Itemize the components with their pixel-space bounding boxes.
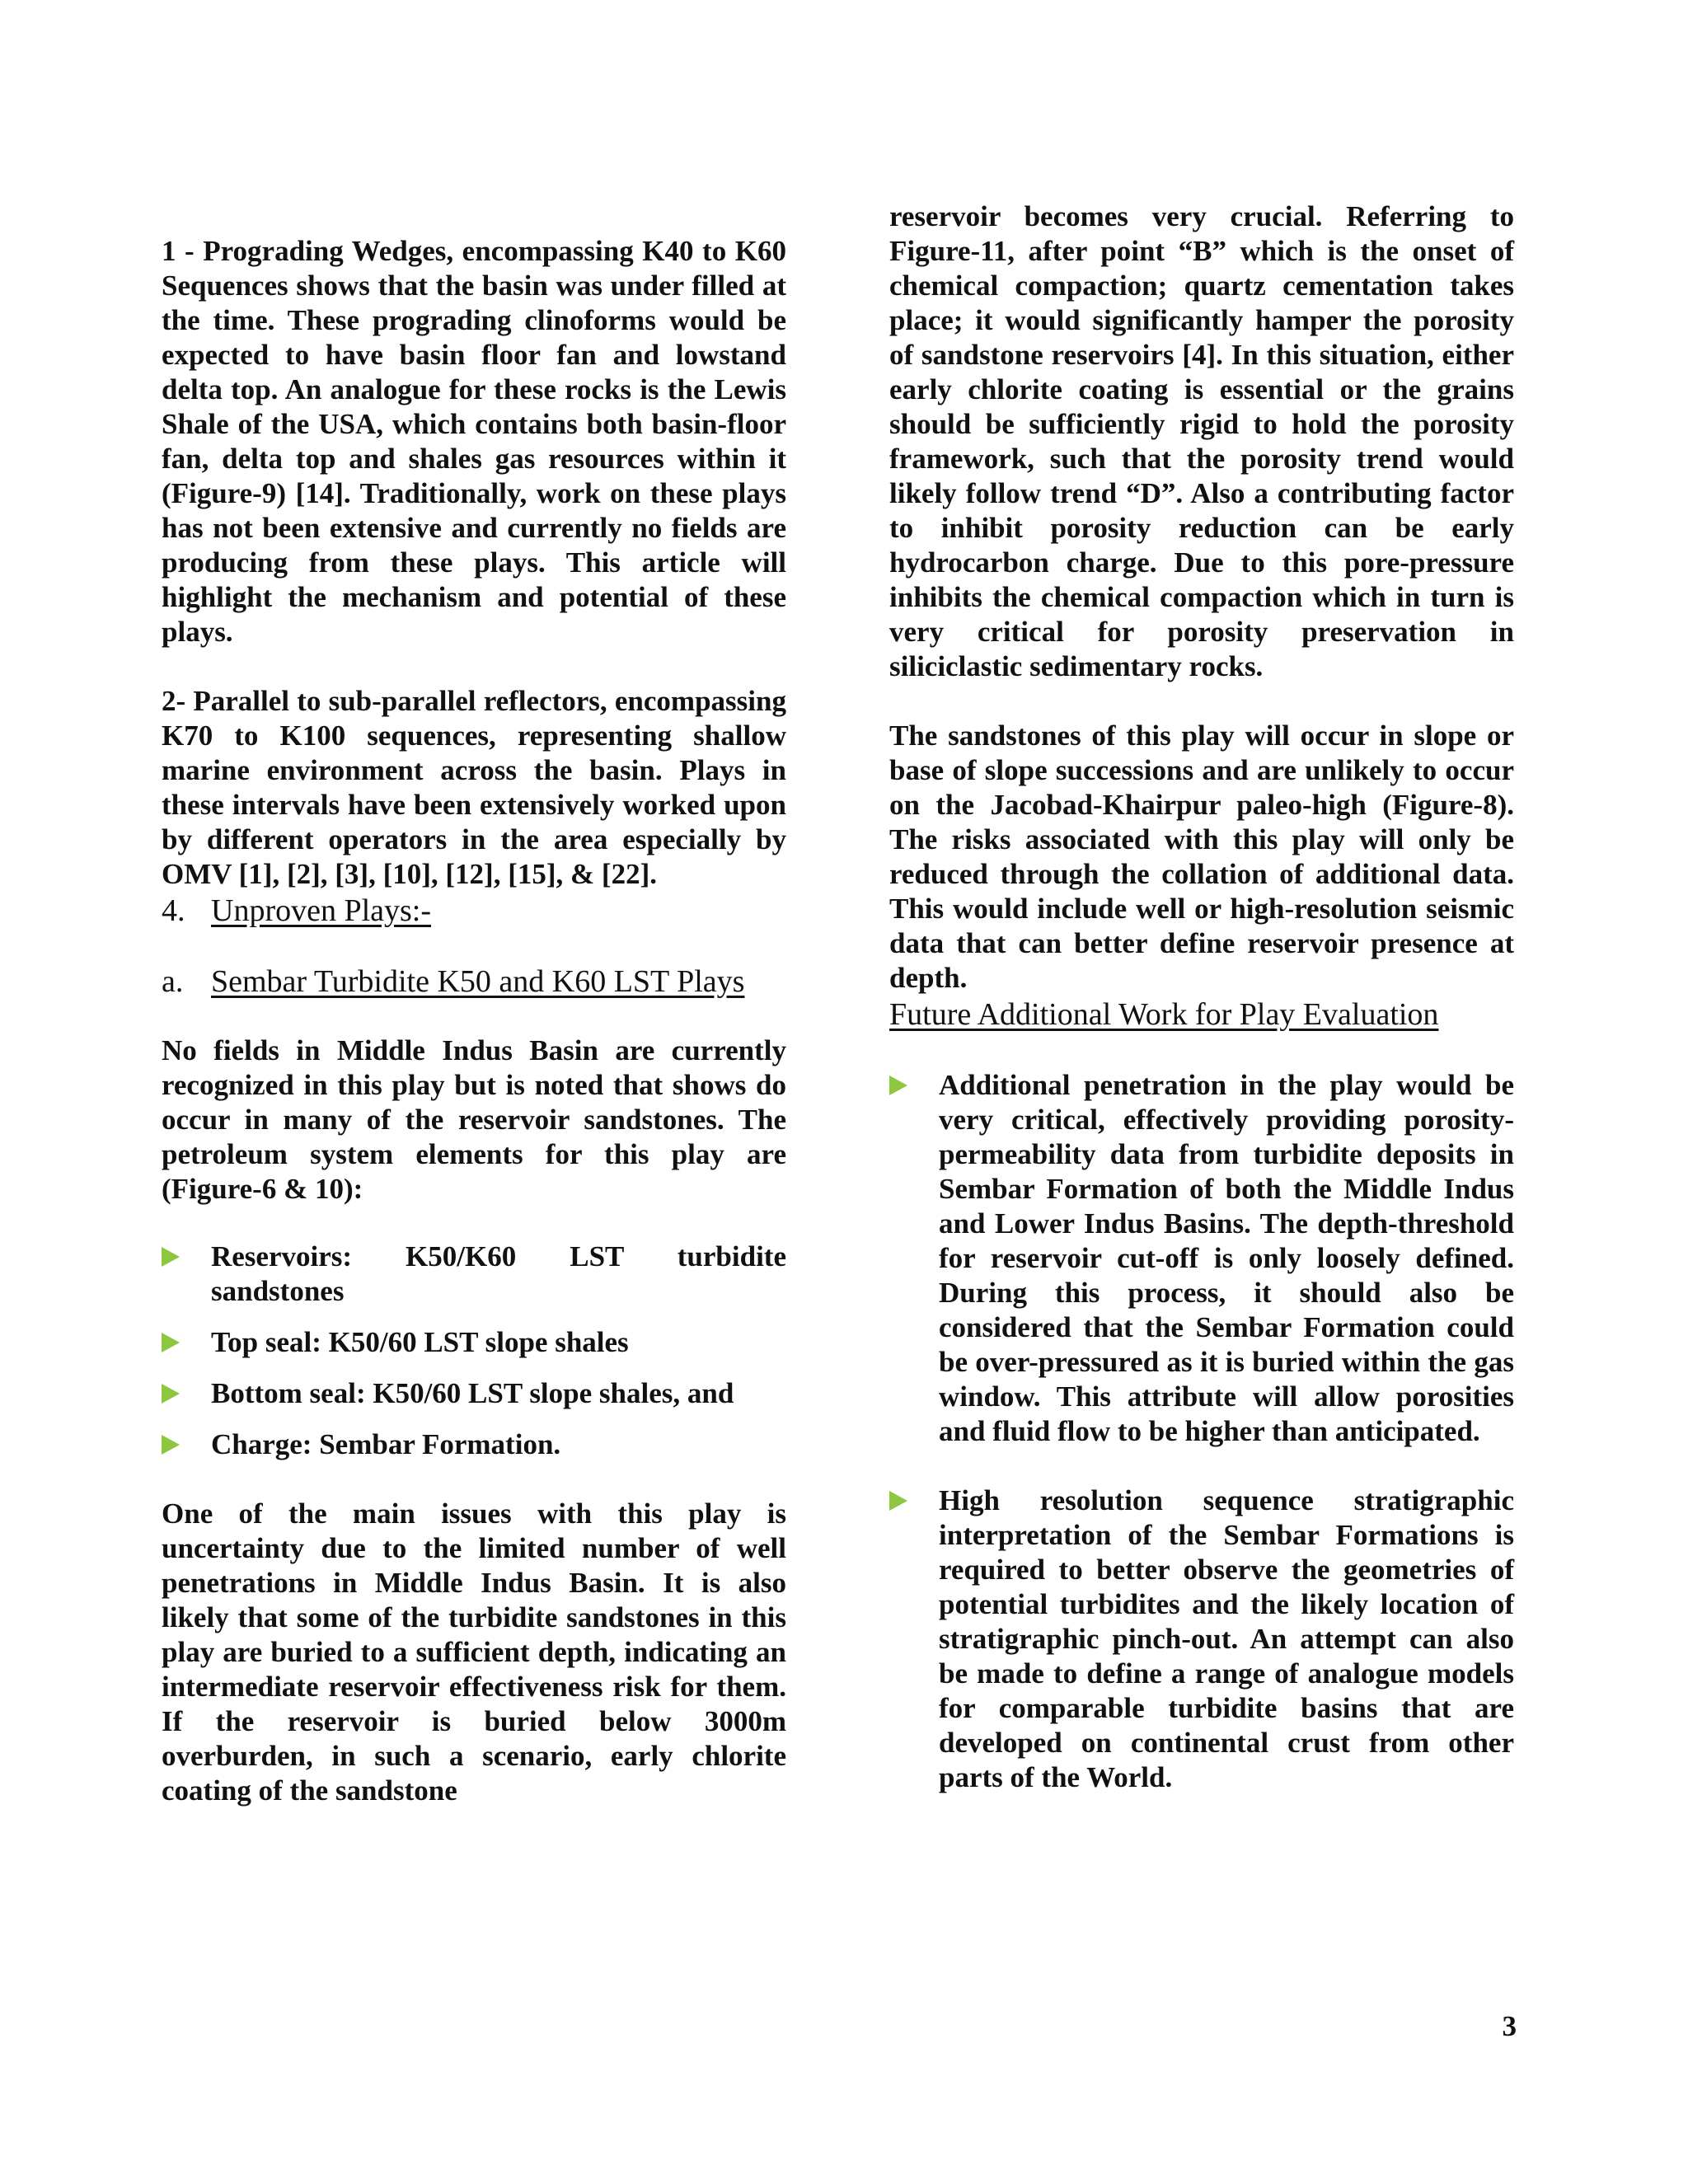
subsection-title: Sembar Turbidite K50 and K60 LST Plays: [211, 964, 745, 999]
paragraph-prograding-wedges: 1 - Prograding Wedges, encompassing K40 to K60 Sequences shows that the basin was under filled at the time. These prograding clinoforms would be expected to have basin floor fan and lowstand delta top. An analogue for these rocks is the Lewis Shale of the USA, which contains both basin-floor fan, delta top and shales gas resources within it (Figure-9) [14]. Traditionally, work on these plays has not been extensive and currently no fields are producing from these plays. This article will highlight the mechanism and potential of these plays.: [162, 235, 786, 648]
subsection-heading-sembar-turbidite: [162, 963, 786, 1001]
section-heading-unproven-plays: [162, 892, 786, 930]
bullet-arrow-icon: [162, 1325, 211, 1360]
subsection-marker: a.: [162, 964, 184, 999]
bullet-arrow-icon: [162, 1376, 211, 1411]
list-item: [162, 1427, 786, 1462]
bullet-arrow-icon: [889, 1068, 939, 1103]
paragraph-sandstones-slope: The sandstones of this play will occur in slope or base of slope successions and are unlikely to occur on the Jacobad-Khairpur paleo-high (Figure-8). The risks associated with this play will only be reduced through the collation of additional data. This would include well or high-resolution seismic data that can better define reservoir presence at depth.: [889, 719, 1514, 994]
future-work-list: [889, 1068, 1514, 1795]
section-heading-future-work: Future Additional Work for Play Evaluation: [889, 997, 1439, 1032]
page-number: 3: [1502, 2010, 1517, 2042]
list-item: [162, 1240, 786, 1309]
section-title: Unproven Plays:-: [211, 893, 432, 928]
list-item-text: Additional penetration in the play would be very critical, effectively providing porosity-permeability data from turbidite deposits in Sembar Formation of both the Middle Indus and Lower Indus Basins. The depth-threshold for reservoir cut-off is only loosely defined. During this process, it should also be considered that the Sembar Formation could be over-pressured as it is buried within the gas window. This attribute will allow porosities and fluid flow to be higher than anticipated.: [939, 1069, 1514, 1447]
right-column: [889, 199, 1514, 1795]
list-item-text: Charge: Sembar Formation.: [211, 1428, 561, 1460]
list-item-text: Bottom seal: K50/60 LST slope shales, and: [211, 1377, 734, 1409]
list-item: [889, 1068, 1514, 1449]
list-item: [162, 1376, 786, 1411]
list-item-text: High resolution sequence stratigraphic interpretation of the Sembar Formations is required to better observe the geometries of potential turbidites and the likely location of stratigraphic pinch-out. An attempt can also be made to define a range of analogue models for comparable turbidite basins that are developed on continental crust from other parts of the World.: [939, 1484, 1514, 1793]
bullet-arrow-icon: [162, 1427, 211, 1462]
list-item: [162, 1325, 786, 1360]
paragraph-main-issues: One of the main issues with this play is uncertainty due to the limited number of well penetrations in Middle Indus Basin. It is also likely that some of the turbidite sandstones in this play are buried to a sufficient depth, indicating an intermediate reservoir effectiveness risk for them. If the reservoir is buried below 3000m overburden, in such a scenario, early chlorite coating of the sandstone: [162, 1497, 786, 1807]
list-item-text: Top seal: K50/60 LST slope shales: [211, 1326, 629, 1358]
paragraph-no-fields: No fields in Middle Indus Basin are currently recognized in this play but is noted that shows do occur in many of the reservoir sandstones. The petroleum system elements for this play are (Figure-6 & 10):: [162, 1034, 786, 1205]
list-item-text: Reservoirs: K50/K60 LST turbidite sandstones: [211, 1240, 786, 1307]
paragraph-reservoir-crucial: reservoir becomes very crucial. Referring to Figure-11, after point “B” which is the onset of chemical compaction; quartz cementation takes place; it would significantly hamper the porosity of sandstone reservoirs [4]. In this situation, either early chlorite coating is essential or the grains should be sufficiently rigid to hold the porosity framework, such that the porosity trend would likely follow trend “D”. Also a contributing factor to inhibit porosity reduction can be early hydrocarbon charge. Due to this pore-pressure inhibits the chemical compaction which in turn is very critical for porosity preservation in siliciclastic sedimentary rocks.: [889, 200, 1514, 682]
section-number: 4.: [162, 893, 185, 928]
left-column: [162, 234, 786, 1808]
petroleum-elements-list: [162, 1240, 786, 1462]
bullet-arrow-icon: [162, 1240, 211, 1274]
bullet-arrow-icon: [889, 1483, 939, 1518]
list-item: [889, 1483, 1514, 1795]
paragraph-parallel-reflectors: 2- Parallel to sub-parallel reflectors, encompassing K70 to K100 sequences, representing shallow marine environment across the basin. Plays in these intervals have been extensively worked upon by different operators in the area especially by OMV [1], [2], [3], [10], [12], [15], & [22].: [162, 685, 786, 890]
